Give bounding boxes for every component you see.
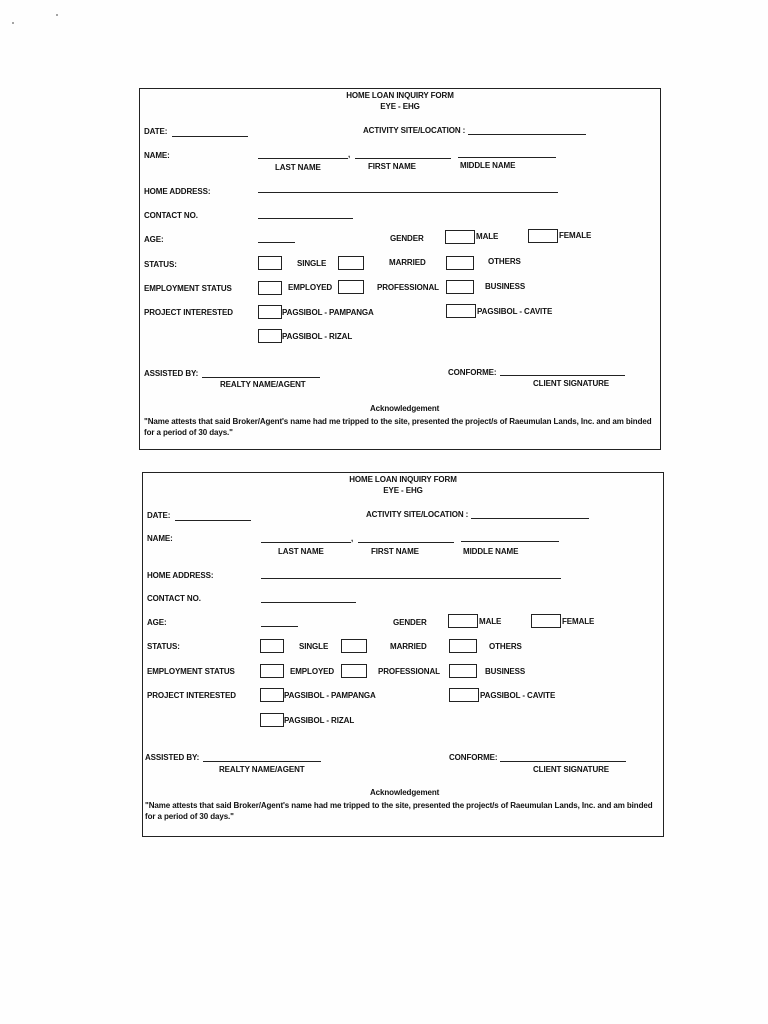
- project-interested-label: PROJECT INTERESTED: [147, 691, 236, 700]
- form-title: HOME LOAN INQUIRY FORM: [346, 91, 454, 100]
- male-label: MALE: [479, 617, 502, 626]
- conforme-field[interactable]: [500, 761, 626, 762]
- realty-agent-caption: REALTY NAME/AGENT: [219, 765, 305, 774]
- pampanga-label: PAGSIBOL - PAMPANGA: [284, 691, 376, 700]
- conforme-label: CONFORME:: [449, 753, 498, 762]
- single-label: SINGLE: [297, 259, 327, 268]
- scan-speck: [56, 14, 58, 16]
- home-address-field[interactable]: [261, 578, 561, 579]
- others-checkbox[interactable]: [449, 639, 477, 653]
- age-field[interactable]: [258, 242, 295, 243]
- age-field[interactable]: [261, 626, 298, 627]
- date-field[interactable]: [175, 520, 251, 521]
- employed-label: EMPLOYED: [288, 283, 333, 292]
- married-label: MARRIED: [390, 642, 427, 651]
- home-loan-inquiry-form-1: [139, 88, 661, 450]
- date-label: DATE:: [147, 511, 171, 520]
- professional-label: PROFESSIONAL: [377, 283, 439, 292]
- employment-status-label: EMPLOYMENT STATUS: [144, 284, 232, 293]
- contact-no-label: CONTACT NO.: [147, 594, 201, 603]
- professional-label: PROFESSIONAL: [378, 667, 440, 676]
- others-label: OTHERS: [489, 642, 522, 651]
- activity-site-label: ACTIVITY SITE/LOCATION :: [366, 510, 469, 519]
- cavite-checkbox[interactable]: [449, 688, 479, 702]
- home-address-label: HOME ADDRESS:: [144, 187, 211, 196]
- date-label: DATE:: [144, 127, 168, 136]
- employment-status-label: EMPLOYMENT STATUS: [147, 667, 235, 676]
- male-label: MALE: [476, 232, 499, 241]
- home-loan-inquiry-form-2: [142, 472, 664, 837]
- married-checkbox[interactable]: [338, 256, 364, 270]
- acknowledgement-text: "Name attests that said Broker/Agent's name had me tripped to the site, presented the project/s of Raeumulan Lands, Inc. and am binded for a period of 30 days.": [144, 417, 652, 437]
- contact-no-field[interactable]: [261, 602, 356, 603]
- contact-no-label: CONTACT NO.: [144, 211, 198, 220]
- status-label: STATUS:: [144, 260, 177, 269]
- first-name-caption: FIRST NAME: [368, 162, 416, 171]
- assisted-by-field[interactable]: [202, 377, 320, 378]
- age-label: AGE:: [144, 235, 164, 244]
- single-label: SINGLE: [299, 642, 329, 651]
- single-checkbox[interactable]: [258, 256, 282, 270]
- first-name-field[interactable]: [355, 158, 451, 159]
- employed-label: EMPLOYED: [290, 667, 335, 676]
- first-name-field[interactable]: [358, 542, 454, 543]
- female-label: FEMALE: [559, 231, 592, 240]
- business-label: BUSINESS: [485, 667, 526, 676]
- others-label: OTHERS: [488, 257, 521, 266]
- name-label: NAME:: [147, 534, 173, 543]
- form-subtitle: EYE - EHG: [383, 486, 423, 495]
- rizal-label: PAGSIBOL - RIZAL: [282, 332, 353, 341]
- married-checkbox[interactable]: [341, 639, 367, 653]
- gender-label: GENDER: [393, 618, 427, 627]
- cavite-label: PAGSIBOL - CAVITE: [477, 307, 553, 316]
- name-label: NAME:: [144, 151, 170, 160]
- pampanga-checkbox[interactable]: [260, 688, 284, 702]
- male-checkbox[interactable]: [448, 614, 478, 628]
- conforme-label: CONFORME:: [448, 368, 497, 377]
- name-separator: ,: [351, 534, 354, 543]
- form-title: HOME LOAN INQUIRY FORM: [349, 475, 457, 484]
- female-checkbox[interactable]: [528, 229, 558, 243]
- middle-name-caption: MIDDLE NAME: [460, 161, 516, 170]
- client-signature-caption: CLIENT SIGNATURE: [533, 765, 610, 774]
- others-checkbox[interactable]: [446, 256, 474, 270]
- female-checkbox[interactable]: [531, 614, 561, 628]
- conforme-field[interactable]: [500, 375, 625, 376]
- middle-name-field[interactable]: [458, 157, 556, 158]
- home-address-field[interactable]: [258, 192, 558, 193]
- middle-name-caption: MIDDLE NAME: [463, 547, 519, 556]
- rizal-checkbox[interactable]: [260, 713, 284, 727]
- assisted-by-label: ASSISTED BY:: [144, 369, 199, 378]
- single-checkbox[interactable]: [260, 639, 284, 653]
- rizal-label: PAGSIBOL - RIZAL: [284, 716, 355, 725]
- cavite-checkbox[interactable]: [446, 304, 476, 318]
- realty-agent-caption: REALTY NAME/AGENT: [220, 380, 306, 389]
- activity-site-field[interactable]: [471, 518, 589, 519]
- name-separator: ,: [348, 150, 351, 159]
- form-subtitle: EYE - EHG: [380, 102, 420, 111]
- activity-site-label: ACTIVITY SITE/LOCATION :: [363, 126, 466, 135]
- project-interested-label: PROJECT INTERESTED: [144, 308, 233, 317]
- middle-name-field[interactable]: [461, 541, 559, 542]
- home-address-label: HOME ADDRESS:: [147, 571, 214, 580]
- pampanga-checkbox[interactable]: [258, 305, 282, 319]
- date-field[interactable]: [172, 136, 248, 137]
- business-checkbox[interactable]: [449, 664, 477, 678]
- contact-no-field[interactable]: [258, 218, 353, 219]
- age-label: AGE:: [147, 618, 167, 627]
- rizal-checkbox[interactable]: [258, 329, 282, 343]
- acknowledgement-title: Acknowledgement: [370, 404, 440, 413]
- employed-checkbox[interactable]: [260, 664, 284, 678]
- last-name-field[interactable]: [261, 542, 351, 543]
- acknowledgement-text: "Name attests that said Broker/Agent's name had me tripped to the site, presented the project/s of Raeumulan Lands, Inc. and am binded for a period of 30 days.": [145, 801, 653, 821]
- assisted-by-label: ASSISTED BY:: [145, 753, 200, 762]
- scan-speck: [12, 22, 14, 24]
- last-name-field[interactable]: [258, 158, 348, 159]
- employed-checkbox[interactable]: [258, 281, 282, 295]
- business-checkbox[interactable]: [446, 280, 474, 294]
- male-checkbox[interactable]: [445, 230, 475, 244]
- acknowledgement-title: Acknowledgement: [370, 788, 440, 797]
- professional-checkbox[interactable]: [338, 280, 364, 294]
- first-name-caption: FIRST NAME: [371, 547, 419, 556]
- last-name-caption: LAST NAME: [278, 547, 324, 556]
- activity-site-field[interactable]: [468, 134, 586, 135]
- pampanga-label: PAGSIBOL - PAMPANGA: [282, 308, 374, 317]
- female-label: FEMALE: [562, 617, 595, 626]
- professional-checkbox[interactable]: [341, 664, 367, 678]
- married-label: MARRIED: [389, 258, 426, 267]
- client-signature-caption: CLIENT SIGNATURE: [533, 379, 610, 388]
- status-label: STATUS:: [147, 642, 180, 651]
- business-label: BUSINESS: [485, 282, 526, 291]
- cavite-label: PAGSIBOL - CAVITE: [480, 691, 556, 700]
- last-name-caption: LAST NAME: [275, 163, 321, 172]
- assisted-by-field[interactable]: [203, 761, 321, 762]
- gender-label: GENDER: [390, 234, 424, 243]
